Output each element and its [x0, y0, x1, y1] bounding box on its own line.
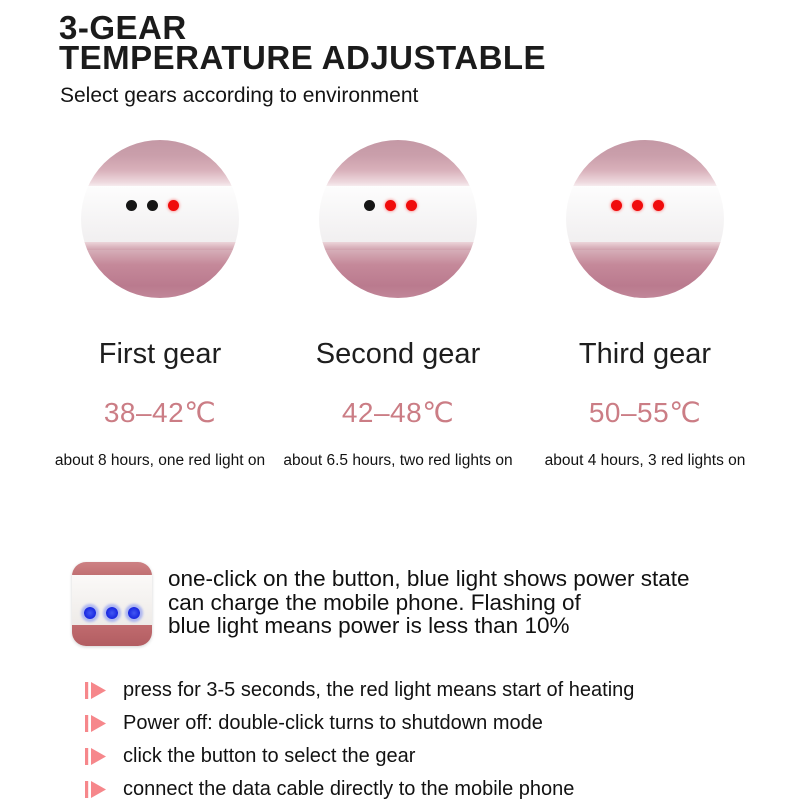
heater-body-bottom [81, 250, 239, 298]
heater-led-band [319, 186, 477, 242]
instruction-text: connect the data cable directly to the mobile phone [123, 777, 575, 800]
instruction-row [85, 777, 574, 800]
instruction-row [85, 744, 415, 768]
gear-description: about 8 hours, one red light on [54, 452, 266, 469]
power-note [168, 567, 690, 638]
gear-temperature: 50–55℃ [588, 397, 702, 428]
power-button-photo [72, 562, 152, 646]
title-line-1: 3-GEAR [59, 9, 187, 46]
page-title [59, 9, 547, 76]
power-note-line-3: blue light means power is less than 10% [168, 613, 570, 638]
blue-light-dot [128, 607, 140, 619]
blue-light-dot [84, 607, 96, 619]
page-subtitle: Select gears according to environment [60, 84, 419, 107]
gear-column-second [278, 140, 518, 470]
heater-body-top [566, 140, 724, 186]
heater-led-band [566, 186, 724, 242]
heater-body-strip [319, 242, 477, 250]
gear-description: about 6.5 hours, two red lights on [283, 452, 513, 469]
heater-led-band [81, 186, 239, 242]
power-button-bottom-edge [72, 625, 152, 646]
heater-body-top [81, 140, 239, 186]
black-light-dot [147, 200, 158, 211]
heater-body-bottom [566, 250, 724, 298]
play-arrow-icon [85, 682, 106, 699]
black-light-dot [126, 200, 137, 211]
black-light-dot [364, 200, 375, 211]
power-button-top-edge [72, 562, 152, 575]
blue-light-dot [106, 607, 118, 619]
instruction-text: press for 3-5 seconds, the red light means start of heating [123, 678, 635, 701]
red-light-dot [168, 200, 179, 211]
gear-name: Second gear [315, 338, 481, 370]
red-light-dot [632, 200, 643, 211]
play-arrow-icon [85, 715, 106, 732]
gear-temperature: 42–48℃ [341, 397, 455, 428]
instruction-text: click the button to select the gear [123, 744, 416, 767]
heater-body-top [319, 140, 477, 186]
instruction-row [85, 711, 543, 735]
gear-column-first [40, 140, 280, 470]
instruction-text: Power off: double-click turns to shutdown mode [123, 711, 543, 734]
gear-column-third [525, 140, 765, 470]
gear-description: about 4 hours, 3 red lights on [544, 452, 746, 469]
red-light-dot [611, 200, 622, 211]
power-button-face [72, 575, 152, 625]
gear-name: Third gear [578, 338, 712, 370]
red-light-dot [653, 200, 664, 211]
gear-name: First gear [98, 338, 222, 370]
title-line-2: TEMPERATURE ADJUSTABLE [59, 39, 547, 76]
gear-temperature: 38–42℃ [103, 397, 217, 428]
red-light-dot [385, 200, 396, 211]
play-arrow-icon [85, 748, 106, 765]
play-arrow-icon [85, 781, 106, 798]
led-lights [81, 186, 231, 211]
heater-photo-third-gear [566, 140, 724, 298]
power-note-line-1: one-click on the button, blue light shows power state [168, 566, 690, 591]
red-light-dot [406, 200, 417, 211]
heater-photo-second-gear [319, 140, 477, 298]
heater-body-bottom [319, 250, 477, 298]
led-lights [566, 186, 716, 211]
instruction-row [85, 678, 634, 702]
heater-body-strip [566, 242, 724, 250]
power-note-line-2: can charge the mobile phone. Flashing of [168, 589, 581, 615]
led-lights [319, 186, 469, 211]
heater-body-strip [81, 242, 239, 250]
heater-photo-first-gear [81, 140, 239, 298]
